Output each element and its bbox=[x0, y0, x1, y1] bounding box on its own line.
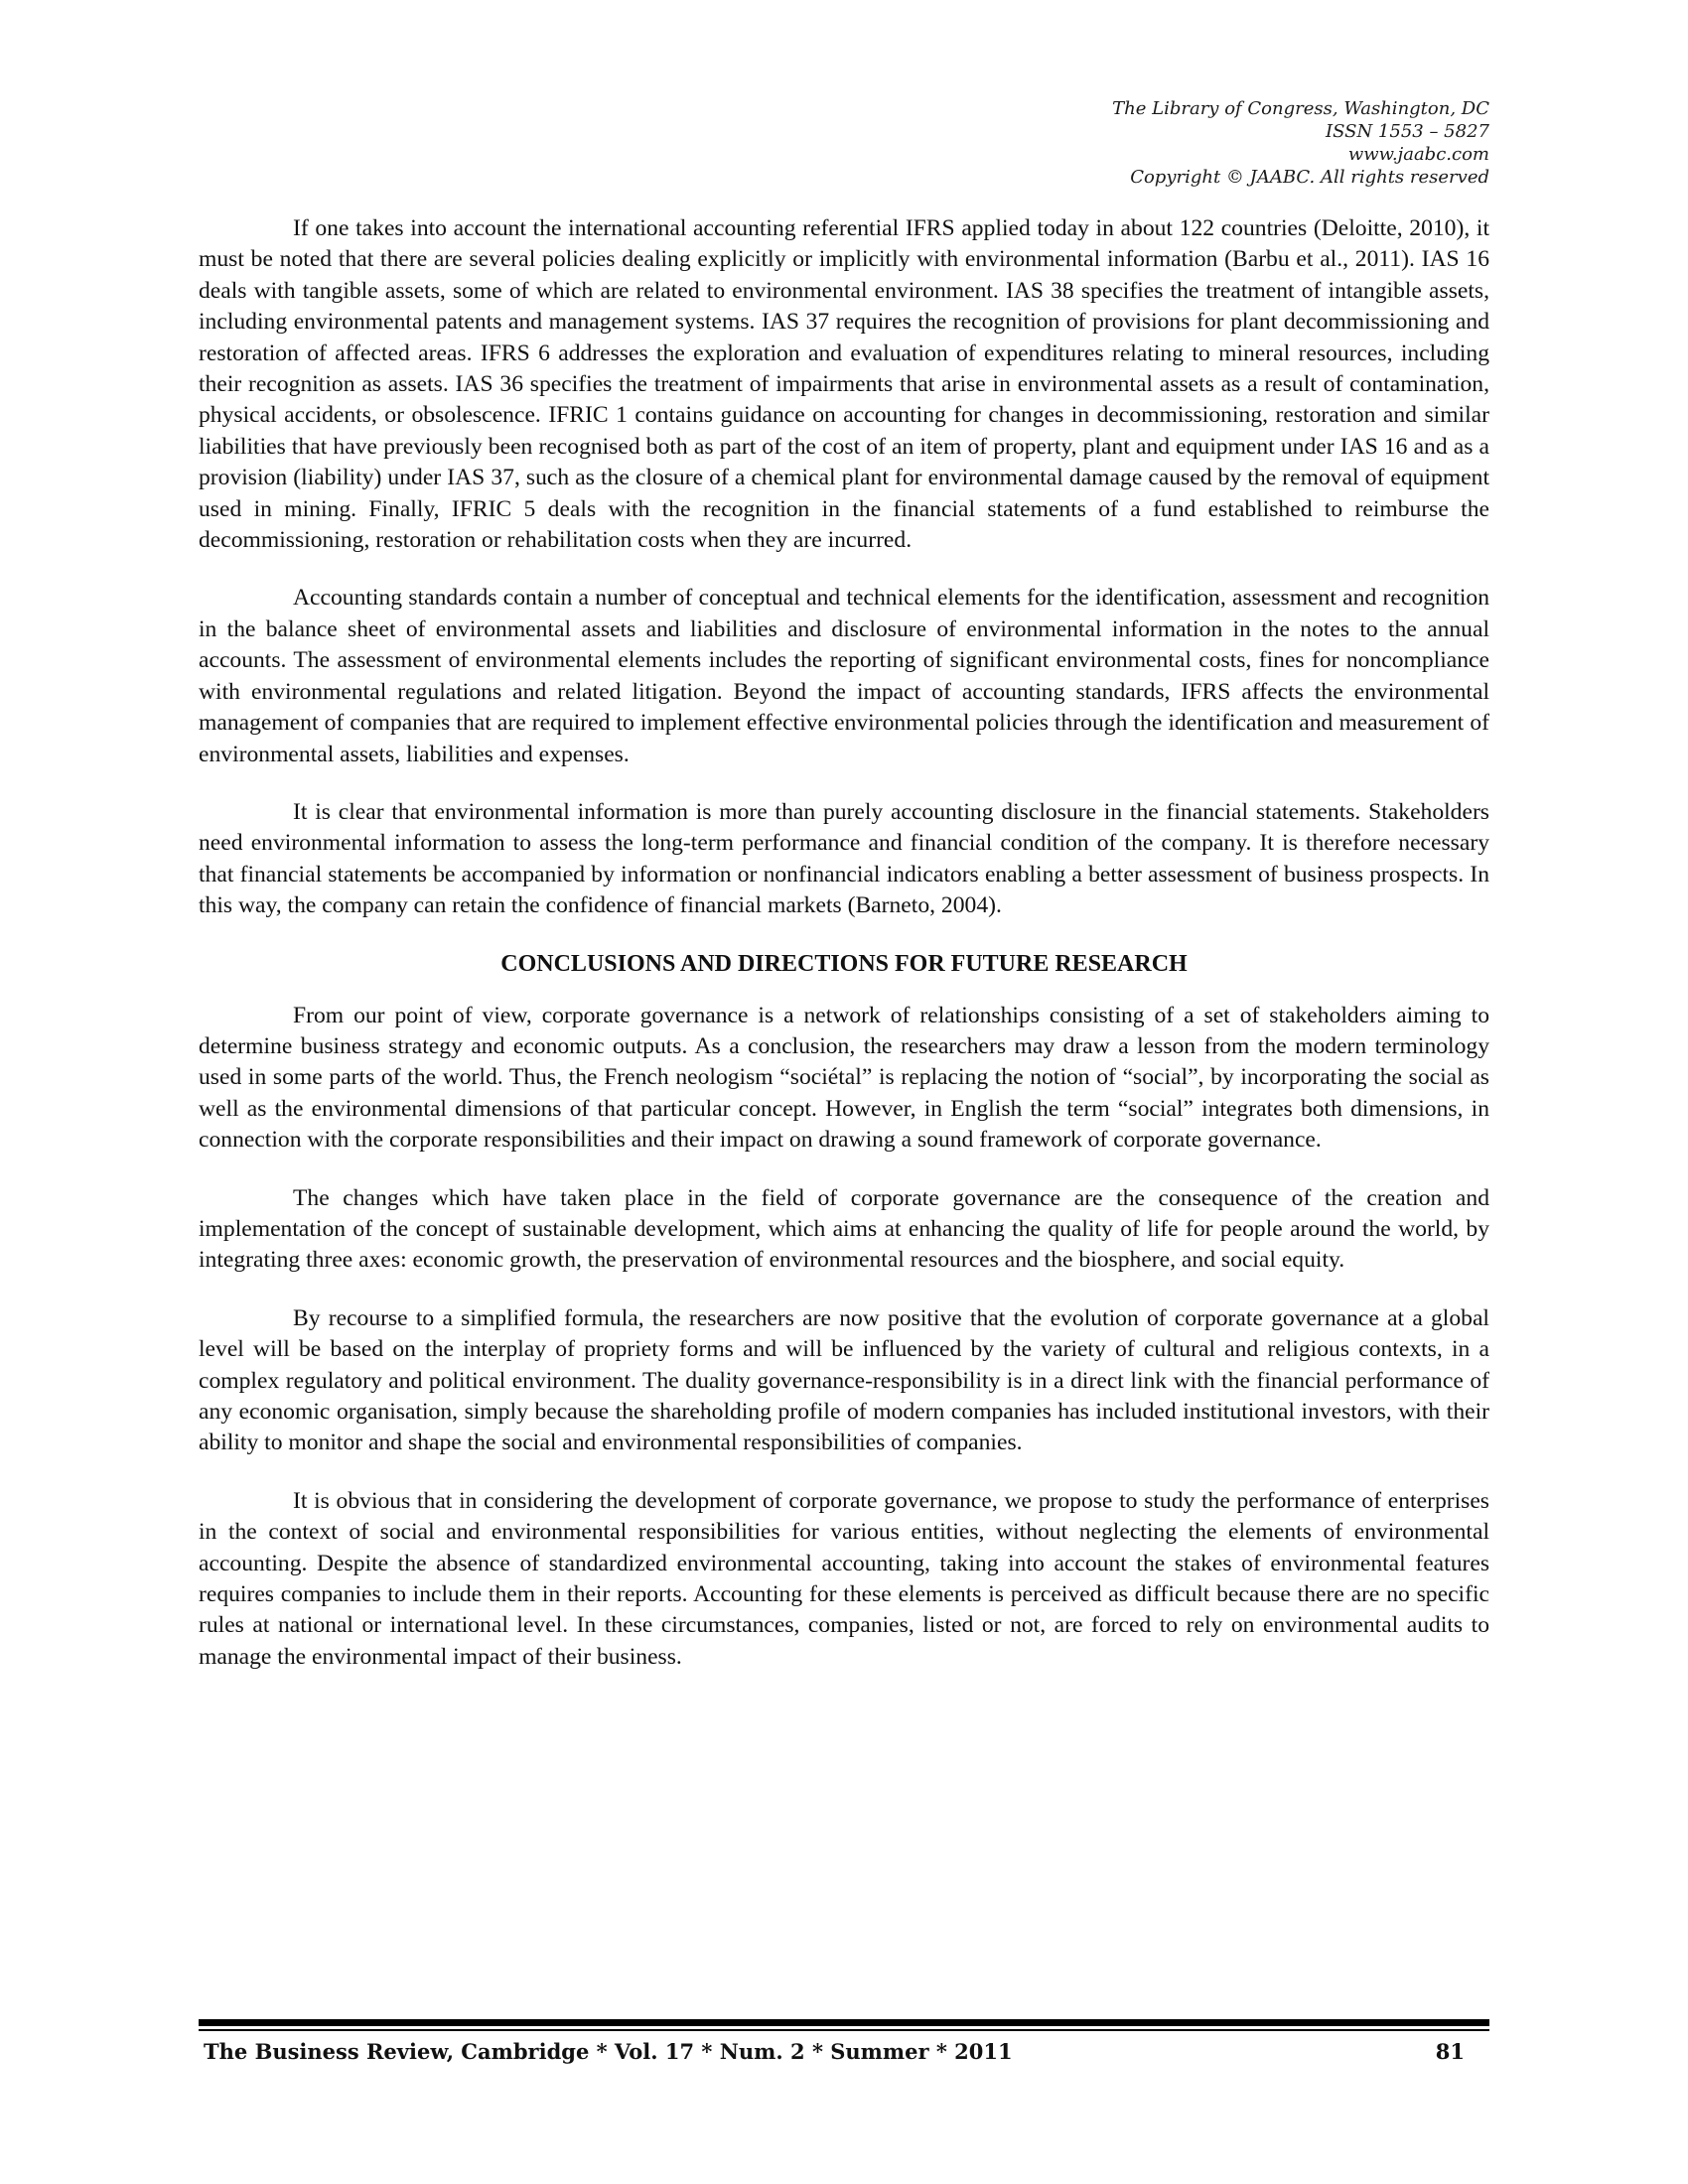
section-heading-conclusions: CONCLUSIONS AND DIRECTIONS FOR FUTURE RESEARCH bbox=[500, 950, 1188, 977]
header-library-line: The Library of Congress, Washington, DC bbox=[1112, 98, 1489, 119]
footer-rule-thin bbox=[199, 2029, 1489, 2031]
paragraph-ifrs-policies: If one takes into account the international accounting referential IFRS applied today in about 122 countries (Deloitte, 2010), it must be noted that there are several policies dealing explicitly or implicitly with environmental information (Barbu et al., 2011). IAS 16 deals with tangible assets, some of which are related to environmental environment. IAS 38 specifies the treatment of intangible assets, including environmental patents and management systems. IAS 37 requires the recognition of provisions for plant decommissioning and restoration of affected areas. IFRS 6 addresses the exploration and evaluation of expenditures relating to mineral resources, including their recognition as assets. IAS 36 specifies the treatment of impairments that arise in environmental assets as a result of contamination, physical accidents, or obsolescence. IFRIC 1 contains guidance on accounting for changes in decommissioning, restoration and similar liabilities that have previously been recognised both as part of the cost of an item of property, plant and equipment under IAS 16 and as a provision (liability) under IAS 37, such as the closure of a chemical plant for environmental damage caused by the removal of equipment used in mining. Finally, IFRIC 5 deals with the recognition in the financial statements of a fund established to reimburse the decommissioning, restoration or rehabilitation costs when they are incurred. bbox=[199, 215, 1489, 554]
header-copyright-line: Copyright © JAABC. All rights reserved bbox=[1130, 167, 1489, 188]
paragraph-corporate-governance-network: From our point of view, corporate governance is a network of relationships consisting of a set of stakeholders aiming to determine business strategy and economic outputs. As a conclusion, the researchers may draw a lesson from the modern terminology used in some parts of the world. Thus, the French neologism “sociétal” is replacing the notion of “social”, by incorporating the social as well as the environmental dimensions of that particular concept. However, in English the term “social” integrates both dimensions, in connection with the corporate responsibilities and their impact on drawing a sound framework of corporate governance. bbox=[199, 1002, 1489, 1154]
paragraph-environmental-accounting: It is obvious that in considering the development of corporate governance, we propose to study the performance of enterprises in the context of social and environmental responsibilities for various entities, without neglecting the elements of environmental accounting. Despite the absence of standardized environmental accounting, taking into account the stakes of environmental features requires companies to include them in their reports. Accounting for these elements is perceived as difficult because there are no specific rules at national or international level. In these circumstances, companies, listed or not, are forced to rely on environmental audits to manage the environmental impact of their business. bbox=[199, 1487, 1489, 1670]
footer-rule-thick bbox=[199, 2019, 1489, 2026]
article-body bbox=[199, 213, 1489, 1700]
paragraph-environmental-information: It is clear that environmental information is more than purely accounting disclosure in the financial statements. Stakeholders need environmental information to assess the long-term performance and financial condition of the company. It is therefore necessary that financial statements be accompanied by information or nonfinancial indicators enabling a better assessment of business prospects. In this way, the company can retain the confidence of financial markets (Barneto, 2004). bbox=[199, 798, 1489, 919]
paragraph-global-evolution: By recourse to a simplified formula, the researchers are now positive that the evolution of corporate governance at a global level will be based on the interplay of propriety forms and will be influenced by the variety of cultural and religious contexts, in a complex regulatory and political environment. The duality governance-responsibility is in a direct link with the financial performance of any economic organisation, simply because the shareholding profile of modern companies has included institutional investors, with their ability to monitor and shape the social and environmental responsibilities of companies. bbox=[199, 1304, 1489, 1456]
page-number: 81 bbox=[1435, 2039, 1465, 2064]
running-footer bbox=[204, 2035, 1465, 2069]
footer-journal-citation: The Business Review, Cambridge * Vol. 17 * Num. 2 * Summer * 2011 bbox=[204, 2039, 1013, 2064]
paragraph-sustainable-development: The changes which have taken place in the field of corporate governance are the consequence of the creation and implementation of the concept of sustainable development, which aims at enhancing the quality of life for people around the world, by integrating three axes: economic growth, the preservation of environmental resources and the biosphere, and social equity. bbox=[199, 1184, 1489, 1274]
header-issn-line: ISSN 1553 – 5827 bbox=[1326, 121, 1489, 142]
paragraph-accounting-standards: Accounting standards contain a number of conceptual and technical elements for the identification, assessment and recognition in the balance sheet of environmental assets and liabilities and disclosure of environmental information in the notes to the annual accounts. The assessment of environmental elements includes the reporting of significant environmental costs, fines for noncompliance with environmental regulations and related litigation. Beyond the impact of accounting standards, IFRS affects the environmental management of companies that are required to implement effective environmental policies through the identification and measurement of environmental assets, liabilities and expenses. bbox=[199, 585, 1489, 767]
running-header bbox=[794, 97, 1489, 189]
header-website-line: www.jaabc.com bbox=[1347, 144, 1489, 165]
